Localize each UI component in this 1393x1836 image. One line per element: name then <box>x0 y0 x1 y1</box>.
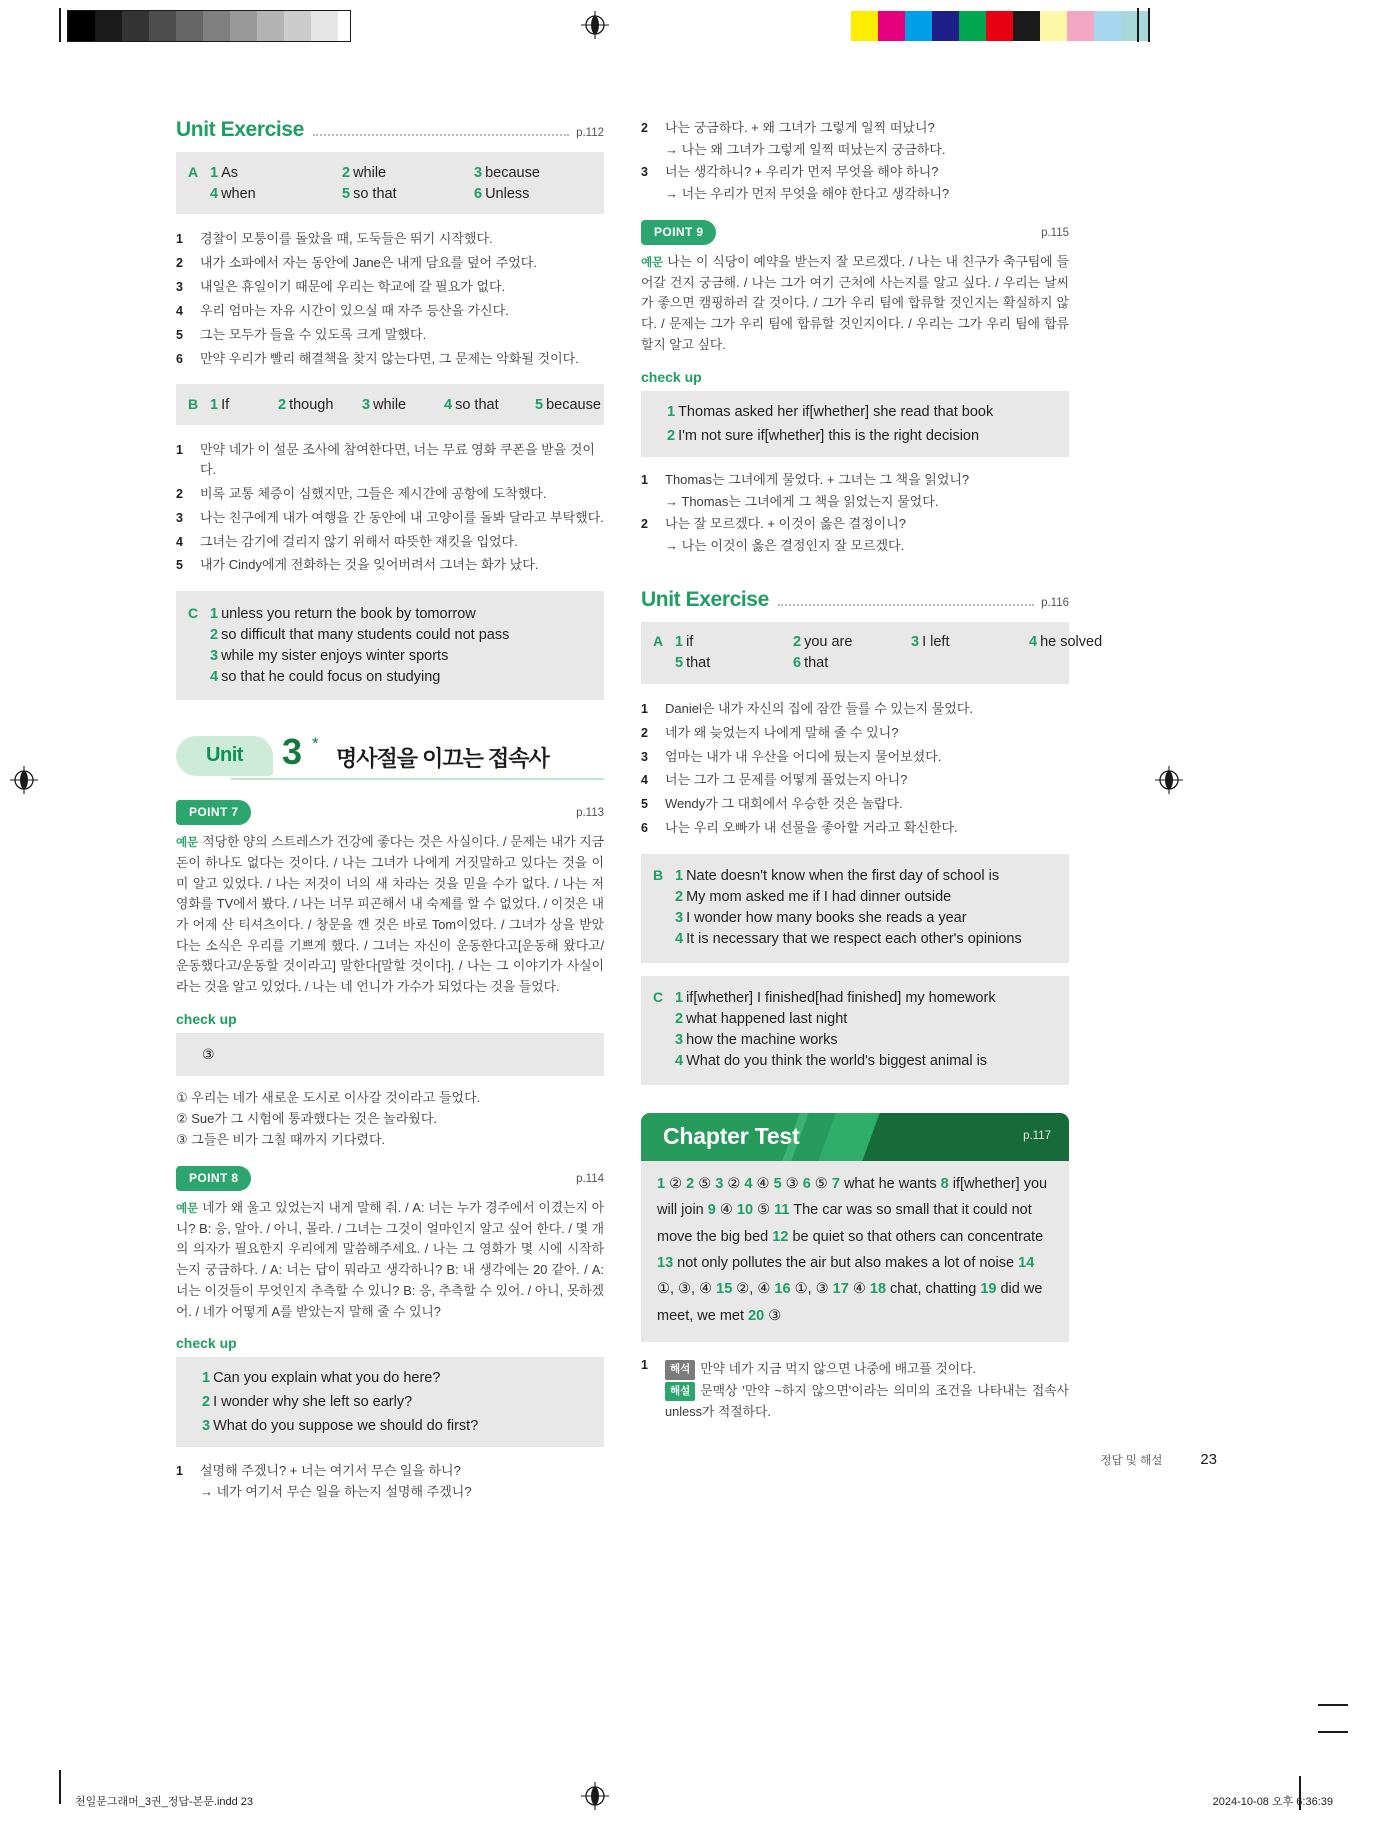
example-tag: 예문 <box>176 1203 199 1216</box>
translation-line: 2 비록 교통 체증이 심했지만, 그들은 제시간에 공항에 도착했다. <box>176 485 547 501</box>
point8-checkup-box <box>176 1357 604 1447</box>
answer-row <box>641 987 1069 1009</box>
point7-page-ref: p.113 <box>576 806 604 819</box>
group-b-translations <box>176 438 604 577</box>
point9-practice <box>641 468 1069 556</box>
answer-row <box>641 1051 1069 1072</box>
practice-line: 3 너는 생각하니? + 우리가 먼저 무엇을 해야 하니? <box>641 164 939 180</box>
answer-box-b-1 <box>176 384 604 425</box>
answer-item: 3 I left <box>911 634 950 651</box>
dotted-leader <box>778 603 1034 606</box>
example-tag: 예문 <box>641 257 664 270</box>
unit-exercise-1-page-ref: p.112 <box>576 127 604 139</box>
answer-box-c-1 <box>176 591 604 700</box>
translation-line: 6 나는 우리 오빠가 내 선물을 좋아할 거라고 확신한다. <box>641 820 958 836</box>
footer-label: 정답 및 해설 <box>1100 1455 1163 1467</box>
answer-item: 6 Unless <box>474 185 530 202</box>
unit-korean-title: 명사절을 이끄는 접속사 <box>336 746 549 772</box>
answer-item: 2 My mom asked me if I had dinner outside <box>675 889 952 906</box>
answer-item: 3 I wonder how many books she reads a year <box>675 910 967 927</box>
group-letter-a: A <box>652 633 664 650</box>
translation-line: 4 너는 그가 그 문제를 어떻게 풀었는지 아니? <box>641 772 908 788</box>
answer-row <box>176 602 604 624</box>
answer-row <box>641 865 1069 887</box>
answer-item: 1 unless you return the book by tomorrow <box>210 605 476 622</box>
answer-row <box>176 666 604 687</box>
practice-arrow-line: → 네가 여기서 무슨 일을 하는지 설명해 주겠니? <box>200 1484 472 1500</box>
practice-arrow-line: → 너는 우리가 먼저 무엇을 해야 한다고 생각하니? <box>665 185 950 201</box>
answer-item: 3 how the machine works <box>675 1032 838 1049</box>
answer-row <box>176 183 604 204</box>
point7-badge: POINT 7 <box>176 800 251 825</box>
practice-line: 2 나는 궁금하다. + 왜 그녀가 그렇게 일찍 떠났니? <box>641 120 935 136</box>
point8-example-paragraph <box>176 1198 604 1322</box>
answer-item: 1 Nate doesn't know when the first day of school is <box>675 868 1000 885</box>
point9-example-paragraph <box>641 252 1069 356</box>
group-letter-c: C <box>652 989 664 1006</box>
chapter-test-explanation <box>641 1358 1069 1422</box>
point8-practice-continued <box>641 116 1069 204</box>
print-timestamp: 2024-10-08 오후 6:36:39 <box>1212 1796 1333 1808</box>
answer-item: 2 you are <box>793 634 853 651</box>
answer-box-a-2 <box>641 622 1103 684</box>
practice-arrow-line: → 나는 왜 그녀가 그렇게 일찍 떠났는지 궁금하다. <box>665 141 946 157</box>
checkup-item: 2 I'm not sure if[whether] this is the right decision <box>667 427 980 444</box>
chapter-test-answer-list: 1 ② 2 ⑤ 3 ② 4 ④ 5 ③ 6 ⑤ 7 what he wants 8 if[whether] you will join 9 ④ 10 ⑤ 11 The car was so small that it could not move the big bed 12 be quiet so that others can concentrate 13 not only pollutes the air but also makes a lot of noise 14 ①, ③, ④ 15 ②, ④ 16 ①, ③ 17 ④ 18 chat, chatting 19 did we meet, we met 20 ③ <box>657 1175 1048 1324</box>
answer-row <box>641 1030 1069 1051</box>
translation-line: 5 그는 모두가 들을 수 있도록 크게 말했다. <box>176 326 427 342</box>
checkup-item: 1 Thomas asked her if[whether] she read that book <box>667 403 994 420</box>
translation-line: 1 만약 네가 이 설문 조사에 참여한다면, 너는 무료 영화 쿠폰을 받을 것이다. <box>176 442 595 477</box>
group-letter-b: B <box>187 395 199 412</box>
answer-item: 2 though <box>278 396 334 413</box>
option-line: ③ 그들은 비가 그칠 때까지 기다렸다. <box>176 1131 386 1147</box>
answer-item: 1 As <box>210 164 238 181</box>
answer-row <box>176 393 604 415</box>
chapter-test-title: Chapter Test <box>663 1122 800 1149</box>
answer-row <box>176 645 604 666</box>
unit-3-header <box>176 731 604 780</box>
answer-item: 3 because <box>474 164 540 181</box>
point9-page-ref: p.115 <box>1041 226 1069 239</box>
practice-line: 1 Thomas는 그녀에게 물었다. + 그녀는 그 책을 읽었니? <box>641 471 970 487</box>
answer-item: 3 while <box>362 396 407 413</box>
unit-underline <box>231 778 604 780</box>
answer-row <box>176 161 604 183</box>
unit-label: Unit <box>206 744 243 767</box>
answer-item: 4 What do you think the world's biggest animal is <box>675 1053 988 1070</box>
group-letter-b: B <box>652 867 664 884</box>
translation-line: 4 우리 엄마는 자유 시간이 있으실 때 자주 등산을 가신다. <box>176 302 509 318</box>
answer-item: 1 if[whether] I finished[had finished] my homework <box>675 990 996 1007</box>
point7-checkup-box <box>176 1033 604 1076</box>
practice-line: 2 나는 잘 모르겠다. + 이것이 옳은 결정이니? <box>641 515 907 531</box>
chapter-test-answers-box <box>641 1161 1069 1342</box>
chapter-test-section <box>641 1113 1069 1422</box>
point8-header <box>176 1166 604 1191</box>
point7-checkup-label: check up <box>176 1010 237 1027</box>
translation-line: 3 엄마는 내가 내 우산을 어디에 뒀는지 물어보셨다. <box>641 748 942 764</box>
unit-exercise-1-title: Unit Exercise <box>176 118 304 141</box>
example-text: 네가 왜 울고 있었는지 내게 말해 줘. / A: 너는 누가 경주에서 이겼는지 아니? B: 응, 알아. / 아니, 몰라. / 그녀는 그것이 얼마인지 알고 싶어 한다. / 몇 개의 의자가 필요한지 우리에게 말씀해주세요. / 나는 그 영화가 몇 시에 시작하는지 궁금하다. / A: 너는 답이 뭐라고 생각하니? B: 내 생각에는 20 같아. / A: 너는 이것들이 무엇인지 추측할 수 있니? B: 응, 추측할 수 있어. / 아니, 못하겠어. / 네가 어떻게 A를 받았는지 말해 줄 수 있니? <box>176 1200 604 1319</box>
answer-item: 4 so that <box>444 396 499 413</box>
translation-line: 2 네가 왜 늦었는지 나에게 말해 줄 수 있니? <box>641 724 899 740</box>
unit-exercise-2-page-ref: p.116 <box>1041 596 1069 609</box>
point9-checkup-box <box>641 391 1069 457</box>
unit-star-icon: * <box>312 734 319 754</box>
answer-row <box>641 653 1069 674</box>
practice-line: 1 설명해 주겠니? + 너는 여기서 무슨 일을 하니? <box>176 1462 461 1478</box>
point8-page-ref: p.114 <box>576 1172 604 1185</box>
answer-item: 3 while my sister enjoys winter sports <box>210 647 449 664</box>
left-column <box>176 118 604 1502</box>
unit-exercise-2-header <box>641 588 1069 612</box>
answer-item: 4 he solved <box>1029 634 1103 651</box>
practice-arrow-line: → Thomas는 그녀에게 그 책을 읽었는지 물었다. <box>665 493 939 509</box>
right-column <box>641 118 1103 1422</box>
example-tag: 예문 <box>176 837 199 850</box>
translation-text: 만약 네가 지금 먹지 않으면 나중에 배고플 것이다. <box>700 1361 976 1377</box>
checkup-item: 1 Can you explain what you do here? <box>202 1370 441 1387</box>
checkup-item: 3 What do you suppose we should do first? <box>202 1418 479 1435</box>
page-footer <box>1100 1451 1217 1468</box>
answer-item: 5 that <box>675 655 711 672</box>
point7-options <box>176 1087 604 1150</box>
answer-box-c-2 <box>641 976 1069 1085</box>
page-number: 23 <box>1200 1451 1217 1468</box>
translation-line: 6 만약 우리가 빨리 해결책을 찾지 않는다면, 그 문제는 악화될 것이다. <box>176 350 579 366</box>
translation-line: 1 Daniel은 내가 자신의 집에 잠깐 들를 수 있는지 물었다. <box>641 700 973 716</box>
answer-item: 1 If <box>210 396 230 413</box>
answer-box-b-2 <box>641 854 1069 963</box>
group-a-translations <box>176 227 604 370</box>
chapter-test-page-ref: p.117 <box>1023 1129 1051 1142</box>
answer-box-a-1 <box>176 152 604 214</box>
translation-line: 5 내가 Cindy에게 전화하는 것을 잊어버려서 그녀는 화가 났다. <box>176 557 539 573</box>
answer-item: 2 what happened last night <box>675 1011 848 1028</box>
answer-row <box>641 887 1069 908</box>
unit-number: 3 <box>282 731 303 773</box>
option-line: ① 우리는 네가 새로운 도시로 이사갈 것이라고 들었다. <box>176 1089 481 1105</box>
answer-row <box>641 908 1069 929</box>
unit-exercise-1-header <box>176 118 604 142</box>
answer-item: 2 so difficult that many students could not pass <box>210 626 510 643</box>
unit-pill-badge <box>176 736 273 776</box>
translation-line: 4 그녀는 감기에 걸리지 않기 위해서 따뜻한 재킷을 입었다. <box>176 533 518 549</box>
point9-header <box>641 220 1069 245</box>
answer-item: 4 so that he could focus on studying <box>210 668 441 685</box>
group-letter-a: A <box>187 163 199 180</box>
translation-line: 3 내일은 휴일이기 때문에 우리는 학교에 갈 필요가 없다. <box>176 278 506 294</box>
answer-item: 5 because <box>535 396 601 413</box>
answer-item: 1 if <box>675 634 694 651</box>
answer-item: 6 that <box>793 655 829 672</box>
point8-checkup-label: check up <box>176 1335 237 1352</box>
answer-item: 2 while <box>342 164 387 181</box>
translation-line: 1 경찰이 모퉁이를 돌았을 때, 도둑들은 뛰기 시작했다. <box>176 231 493 247</box>
unit-exercise-2-title: Unit Exercise <box>641 587 769 611</box>
note-text: 문맥상 '만약 ~하지 않으면'이라는 의미의 조건을 나타내는 접속사 unless가 적절하다. <box>665 1382 1069 1419</box>
group-letter-c: C <box>187 604 199 621</box>
translation-line: 5 Wendy가 그 대회에서 우승한 것은 놀랍다. <box>641 796 903 812</box>
answer-item: 4 when <box>210 185 256 202</box>
explanation-body <box>665 1358 1069 1422</box>
answer-item: 4 It is necessary that we respect each other's opinions <box>675 931 1022 948</box>
checkup-item: 2 I wonder why she left so early? <box>202 1394 413 1411</box>
translation-tag-badge: 해석 <box>665 1360 695 1379</box>
point7-example-paragraph <box>176 832 604 998</box>
answer-row <box>641 631 1103 653</box>
example-text: 적당한 양의 스트레스가 건강에 좋다는 것은 사실이다. / 문제는 내가 지금 돈이 하나도 없다는 것이다. / 나는 그녀가 나에게 거짓말하고 있다는 것을 이미 알고 있었다. / 나는 저것이 너의 새 차라는 것을 믿을 수가 없다. / 나는 저 영화를 TV에서 봤다. / 나는 너무 피곤해서 내 숙제를 할 수 없었다. / 이것은 내가 어제 산 티셔츠이다. / 창문을 깬 것은 바로 Tom이었다. / 그녀가 상을 받았다는 소식은 우리를 기쁘게 했다. / 그녀는 자신이 운동한다고[운동해 왔다고/운동했다고/운동할 것이라고] 말한다[말할 것이다]. / 나는 그 이야기가 사실이라는 것을 알고 있었다. / 나는 네 언니가 가수가 되었다는 것을 들었다. <box>176 834 604 995</box>
point9-badge: POINT 9 <box>641 220 716 245</box>
answer-row <box>641 1009 1069 1030</box>
point8-badge: POINT 8 <box>176 1166 251 1191</box>
practice-arrow-line: → 나는 이것이 옳은 결정인지 잘 모르겠다. <box>665 537 905 553</box>
point7-header <box>176 800 604 825</box>
answer-row <box>176 624 604 645</box>
option-line: ② Sue가 그 시험에 통과했다는 것은 놀라웠다. <box>176 1110 437 1126</box>
checkup-answer: ③ <box>202 1045 215 1062</box>
point9-checkup-label: check up <box>641 368 702 385</box>
translation-line: 3 나는 친구에게 내가 여행을 간 동안에 내 고양이를 돌봐 달라고 부탁했다. <box>176 509 604 525</box>
note-tag-badge: 해설 <box>665 1382 695 1401</box>
unit-exercise-2-translations <box>641 697 1069 840</box>
answer-row <box>641 929 1069 950</box>
answer-item: 5 so that <box>342 185 397 202</box>
print-filename: 천일문그래머_3권_정답-본문.indd 23 <box>75 1796 254 1808</box>
explanation-number: 1 <box>641 1358 648 1373</box>
chapter-test-banner <box>641 1113 1069 1161</box>
translation-line: 2 내가 소파에서 자는 동안에 Jane은 내게 담요를 덮어 주었다. <box>176 255 537 271</box>
point8-practice <box>176 1458 604 1502</box>
example-text: 나는 이 식당이 예약을 받는지 잘 모르겠다. / 나는 내 친구가 축구팀에 들어갈 건지 궁금해. / 나는 그가 여기 근처에 사는지를 알고 싶다. / 우리는 날씨가 좋으면 캠핑하러 갈 것이다. / 그가 우리 팀에 합류할 것인지는 확실하지 않다. / 문제는 그가 우리 팀에 합류할 것인지이다. / 우리는 그가 우리 팀에 합류할지 알고 싶다. <box>641 254 1069 352</box>
dotted-leader <box>313 133 569 136</box>
